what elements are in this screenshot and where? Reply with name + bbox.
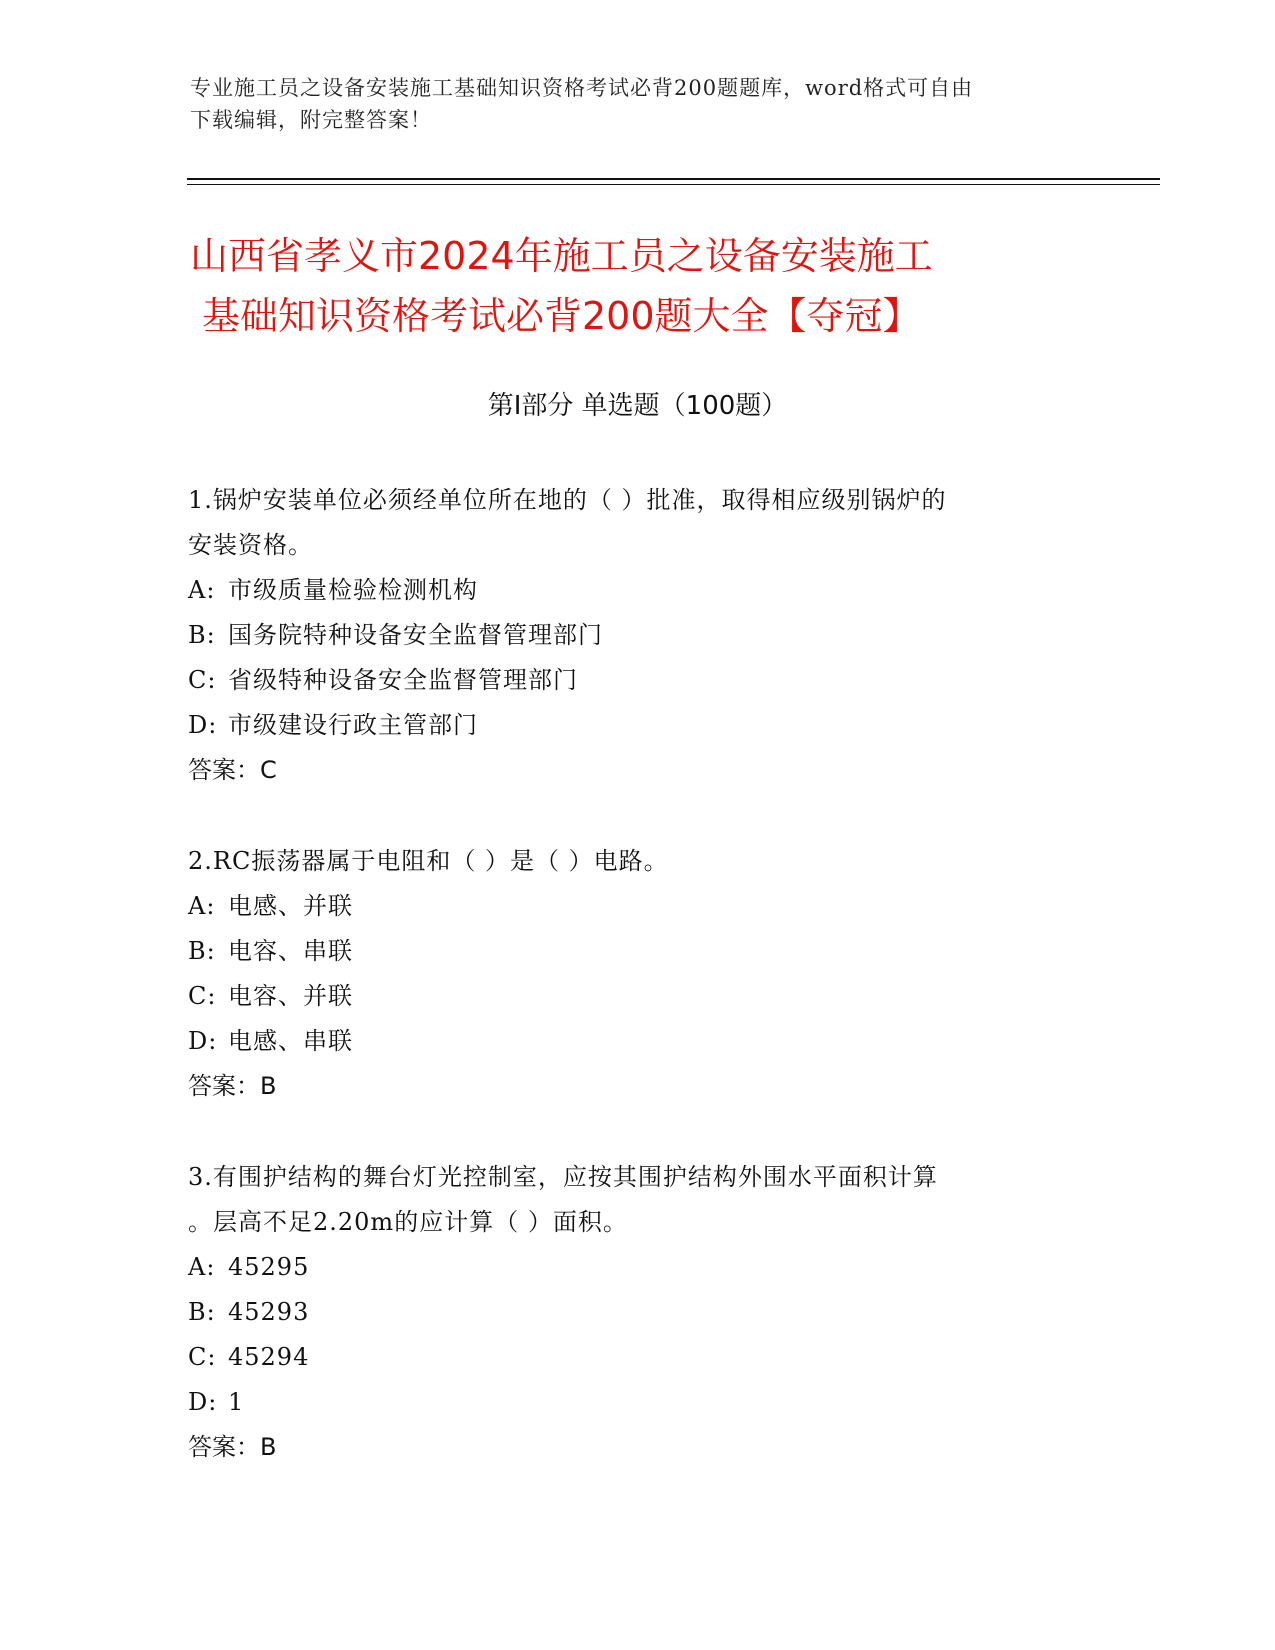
question-answer: 答案：B (188, 1072, 277, 1100)
option-text: 市级质量检验检测机构 (228, 576, 478, 604)
option-key: A: (188, 576, 216, 604)
option-b (188, 929, 1088, 974)
option-d (188, 1019, 1088, 1064)
option-text: 省级特种设备安全监督管理部门 (228, 666, 578, 694)
option-key: C: (188, 666, 217, 694)
header-note-line2: 下载编辑，附完整答案！ (190, 108, 432, 132)
question-2 (188, 839, 1088, 1109)
document-title-line1: 山西省孝义市2024年施工员之设备安装施工 (190, 234, 933, 278)
question-stem-line1: 3.有围护结构的舞台灯光控制室，应按其围护结构外围水平面积计算 (188, 1163, 938, 1191)
option-text: 电容、并联 (228, 982, 353, 1010)
option-key: D: (188, 711, 218, 739)
document-title-line2: 基础知识资格考试必背200题大全【夺冠】 (202, 294, 921, 338)
option-c (188, 974, 1088, 1019)
option-d (188, 1380, 1088, 1425)
question-stem-line1: 1.锅炉安装单位必须经单位所在地的（ ）批准，取得相应级别锅炉的 (188, 486, 947, 514)
question-stem-line2: 安装资格。 (188, 531, 313, 559)
option-text: 45293 (228, 1298, 310, 1326)
option-key: B: (188, 1298, 216, 1326)
header-note-line1: 专业施工员之设备安装施工基础知识资格考试必背200题题库，word格式可自由 (190, 76, 974, 100)
question-answer: 答案：B (188, 1433, 277, 1461)
section-title: 第Ⅰ部分 单选题（100题） (487, 391, 788, 421)
option-text: 45294 (228, 1343, 310, 1371)
option-text: 电容、串联 (228, 937, 353, 965)
option-c (188, 1335, 1088, 1380)
option-text: 市级建设行政主管部门 (228, 711, 478, 739)
option-a (188, 884, 1088, 929)
question-1 (188, 478, 1088, 793)
option-b (188, 1290, 1088, 1335)
option-a (188, 1245, 1088, 1290)
option-key: D: (188, 1027, 218, 1055)
option-key: C: (188, 1343, 217, 1371)
option-text: 国务院特种设备安全监督管理部门 (228, 621, 603, 649)
option-key: C: (188, 982, 217, 1010)
option-d (188, 703, 1088, 748)
option-key: A: (188, 892, 216, 920)
option-b (188, 613, 1088, 658)
question-answer: 答案：C (188, 756, 277, 784)
question-stem-line2: 。层高不足2.20m的应计算（ ）面积。 (188, 1208, 628, 1236)
option-key: B: (188, 937, 216, 965)
question-list (188, 478, 1088, 1516)
option-c (188, 658, 1088, 703)
option-text: 电感、串联 (228, 1027, 353, 1055)
option-text: 45295 (228, 1253, 310, 1281)
option-text: 电感、并联 (228, 892, 353, 920)
header-note (190, 72, 1090, 136)
document-title (190, 226, 1120, 346)
header-rule-top (187, 178, 1160, 180)
header-rule-bottom (187, 184, 1160, 185)
option-key: B: (188, 621, 216, 649)
question-stem-line1: 2.RC振荡器属于电阻和（ ）是（ ）电路。 (188, 847, 669, 875)
option-key: A: (188, 1253, 216, 1281)
option-a (188, 568, 1088, 613)
option-key: D: (188, 1388, 218, 1416)
question-3 (188, 1155, 1088, 1470)
option-text: 1 (228, 1388, 245, 1416)
